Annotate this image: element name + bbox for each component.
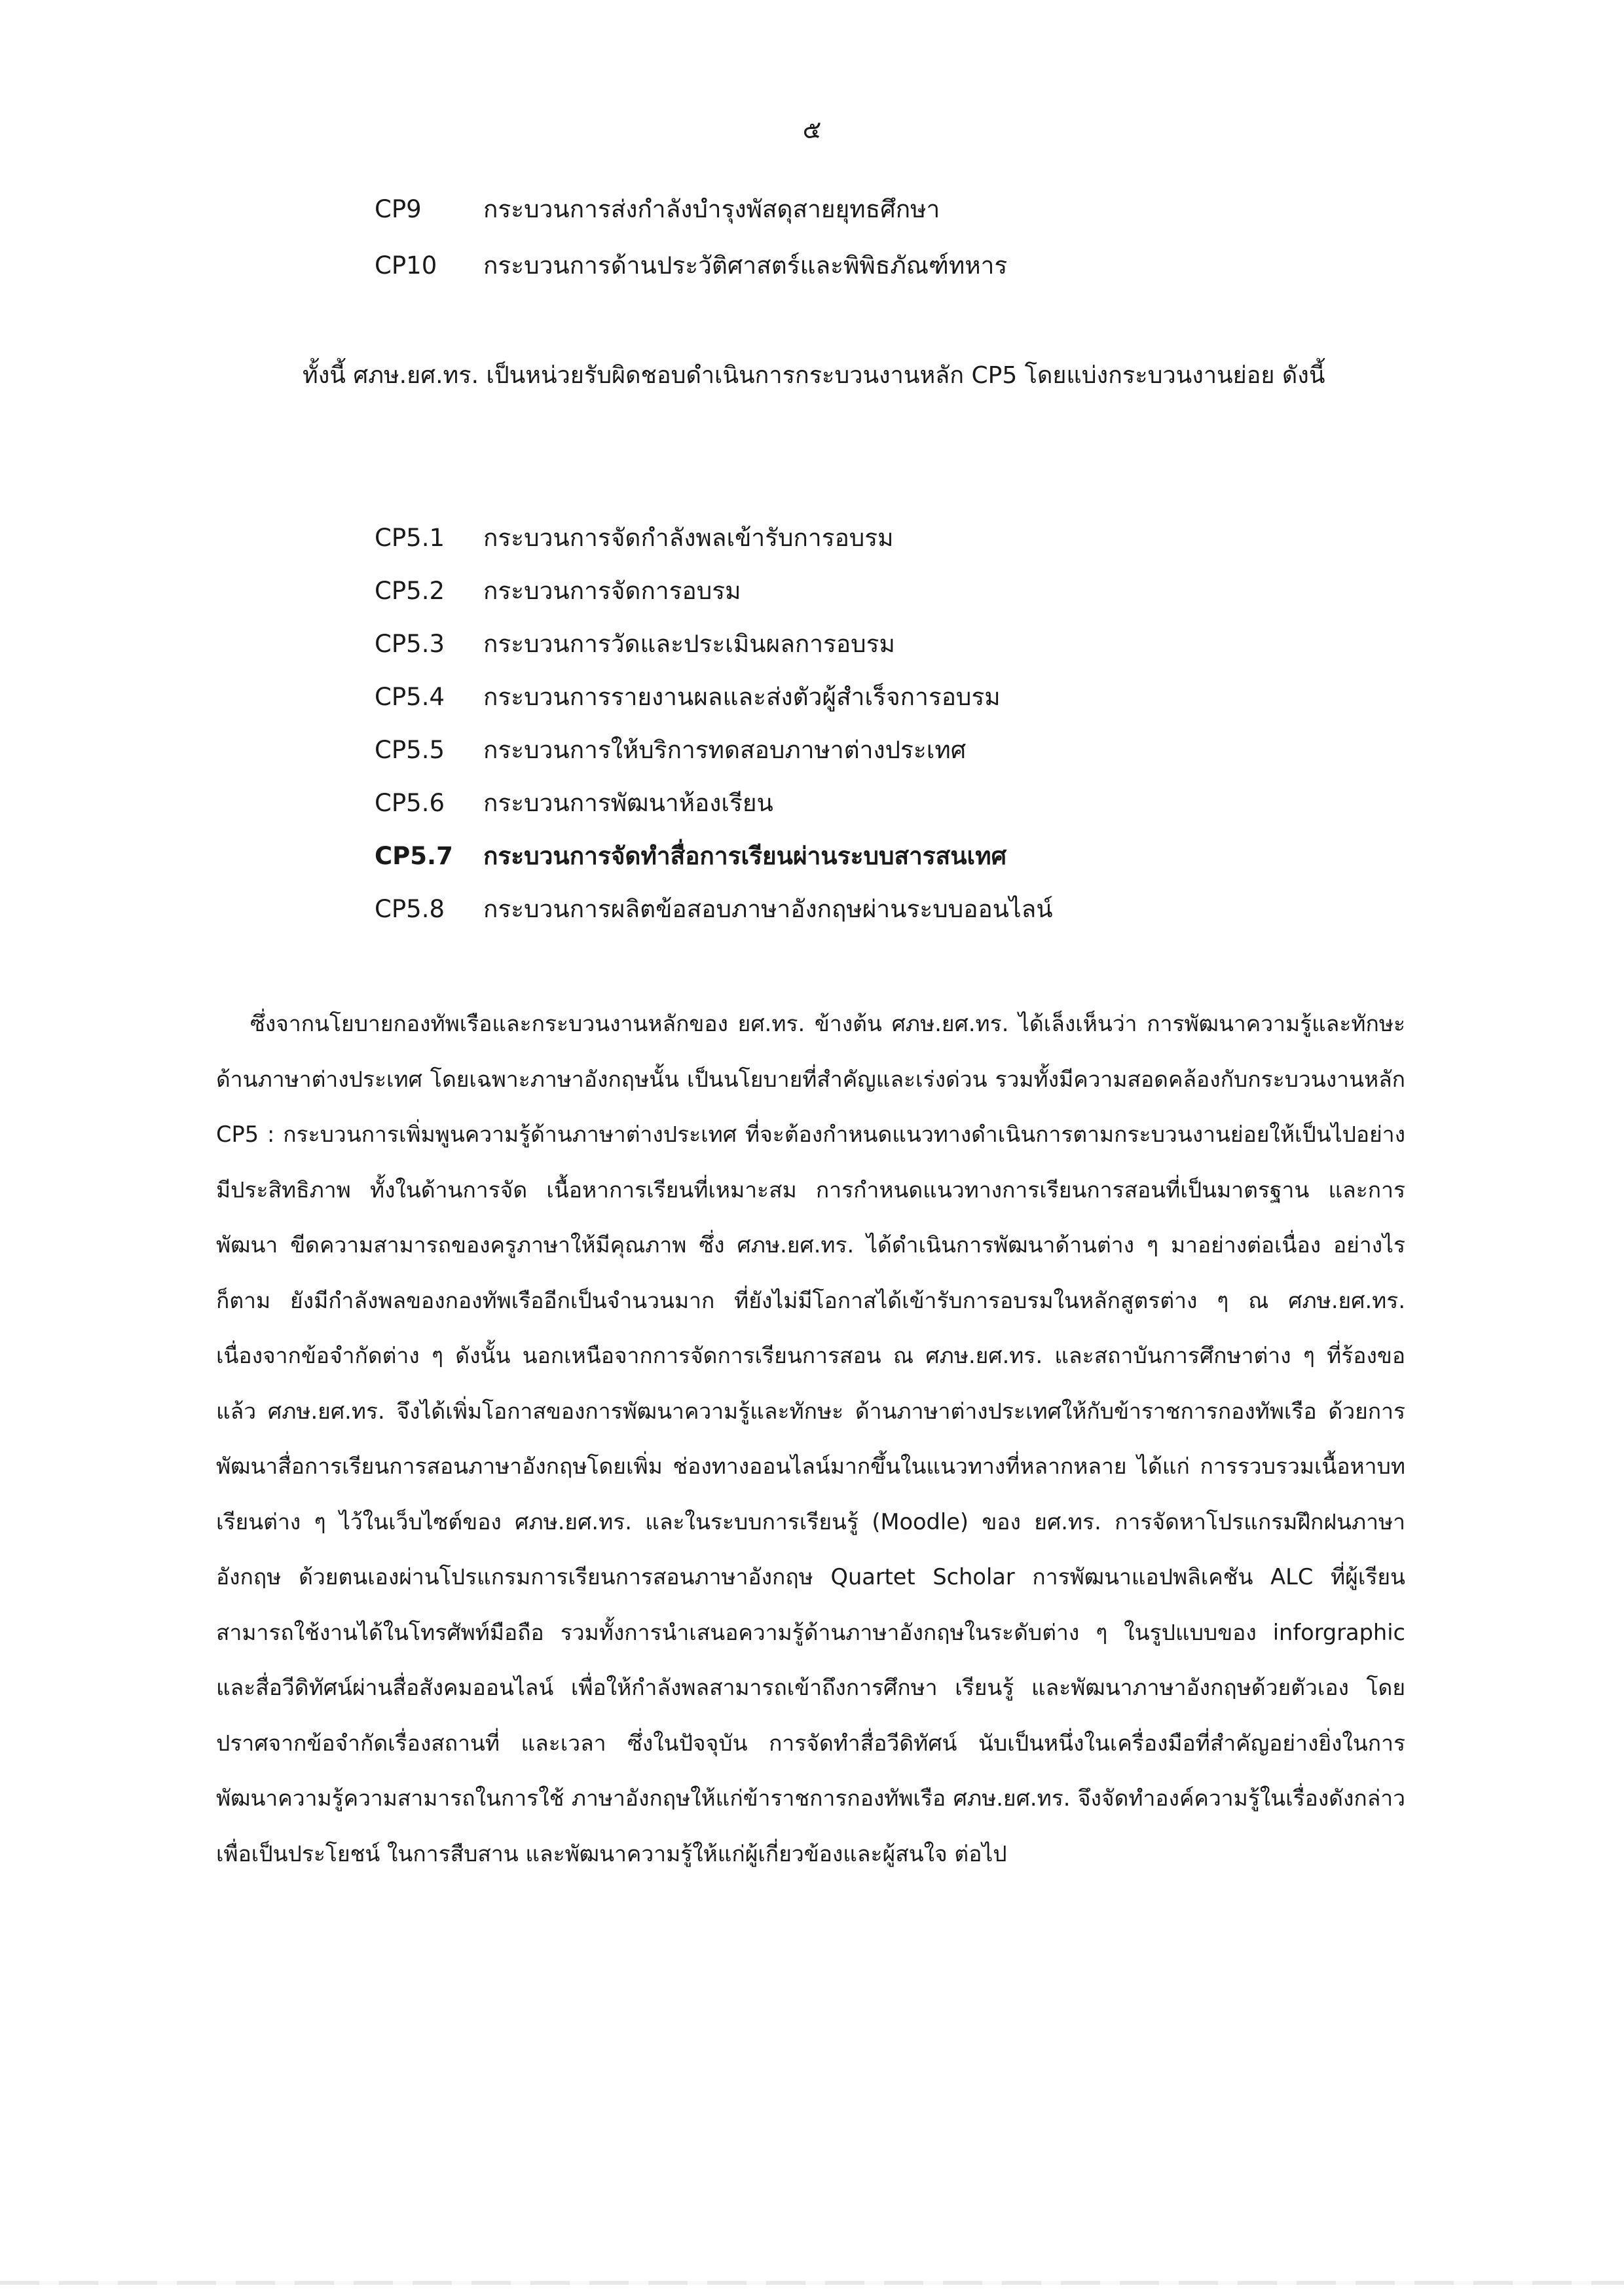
list-item-code: CP5.5	[375, 736, 445, 764]
list-item-text: กระบวนการให้บริการทดสอบภาษาต่างประเทศ	[483, 736, 967, 764]
list-item-text: กระบวนการพัฒนาห้องเรียน	[483, 789, 773, 817]
list-item-code: CP5.2	[375, 577, 445, 605]
list-item-code: CP5.4	[375, 683, 445, 711]
list-item-text: กระบวนการด้านประวัติศาสตร์และพิพิธภัณฑ์ทหาร	[483, 251, 1008, 280]
list-item-text: กระบวนการจัดกำลังพลเข้ารับการอบรม	[483, 524, 894, 552]
list-item-code: CP5.3	[375, 630, 445, 658]
list-item-cp5-7	[375, 830, 1006, 883]
page-number: ๕	[802, 115, 822, 144]
list-item-code: CP10	[375, 251, 437, 280]
list-item-cp5-5	[375, 724, 966, 776]
list-item-text: กระบวนการส่งกำลังบำรุงพัสดุสายยุทธศึกษา	[483, 195, 940, 223]
list-item-text: กระบวนการจัดทำสื่อการเรียนผ่านระบบสารสนเทศ	[483, 842, 1007, 870]
list-item-cp5-6	[375, 777, 773, 829]
list-item-code: CP5.8	[375, 895, 445, 923]
list-item-cp5-1	[375, 512, 894, 564]
list-item-cp5-8	[375, 883, 1053, 936]
list-item-code: CP5.7	[375, 842, 453, 870]
intro-paragraph: ทั้งนี้ ศภษ.ยศ.ทร. เป็นหน่วยรับผิดชอบดำเนินการกระบวนงานหลัก CP5 โดยแบ่งกระบวนงานย่อย ดังนี้	[303, 362, 1325, 389]
list-item-code: CP9	[375, 195, 422, 223]
body-paragraph: ซึ่งจากนโยบายกองทัพเรือและกระบวนงานหลักของ ยศ.ทร. ข้างต้น ศภษ.ยศ.ทร. ได้เล็งเห็นว่า การพัฒนาความรู้และทักษะด้านภาษาต่างประเทศ โดยเฉพาะภาษาอังกฤษนั้น เป็นนโยบายที่สำคัญและเร่งด่วน รวมทั้งมีความสอดคล้องกับกระบวนงานหลัก CP5 : กระบวนการเพิ่มพูนความรู้ด้านภาษาต่างประเทศ ที่จะต้องกำหนดแนวทางดำเนินการตามกระบวนงานย่อยให้เป็นไปอย่างมีประสิทธิภาพ ทั้งในด้านการจัด เนื้อหาการเรียนที่เหมาะสม การกำหนดแนวทางการเรียนการสอนที่เป็นมาตรฐาน และการพัฒนา ขีดความสามารถของครูภาษาให้มีคุณภาพ ซึ่ง ศภษ.ยศ.ทร. ได้ดำเนินการพัฒนาด้านต่าง ๆ มาอย่างต่อเนื่อง อย่างไรก็ตาม ยังมีกำลังพลของกองทัพเรืออีกเป็นจำนวนมาก ที่ยังไม่มีโอกาสได้เข้ารับการอบรมในหลักสูตรต่าง ๆ ณ ศภษ.ยศ.ทร. เนื่องจากข้อจำกัดต่าง ๆ ดังนั้น นอกเหนือจากการจัดการเรียนการสอน ณ ศภษ.ยศ.ทร. และสถาบันการศึกษาต่าง ๆ ที่ร้องขอแล้ว ศภษ.ยศ.ทร. จึงได้เพิ่มโอกาสของการพัฒนาความรู้และทักษะ ด้านภาษาต่างประเทศให้กับข้าราชการกองทัพเรือ ด้วยการพัฒนาสื่อการเรียนการสอนภาษาอังกฤษโดยเพิ่ม ช่องทางออนไลน์มากขึ้นในแนวทางที่หลากหลาย ได้แก่ การรวบรวมเนื้อหาบทเรียนต่าง ๆ ไว้ในเว็บไซต์ของ ศภษ.ยศ.ทร. และในระบบการเรียนรู้ (Moodle) ของ ยศ.ทร. การจัดหาโปรแกรมฝึกฝนภาษาอังกฤษ ด้วยตนเองผ่านโปรแกรมการเรียนการสอนภาษาอังกฤษ Quartet Scholar การพัฒนาแอปพลิเคชัน ALC ที่ผู้เรียนสามารถใช้งานได้ในโทรศัพท์มือถือ รวมทั้งการนำเสนอความรู้ด้านภาษาอังกฤษในระดับต่าง ๆ ในรูปแบบของ inforgraphic และสื่อวีดิทัศน์ผ่านสื่อสังคมออนไลน์ เพื่อให้กำลังพลสามารถเข้าถึงการศึกษา เรียนรู้ และพัฒนาภาษาอังกฤษด้วยตัวเอง โดยปราศจากข้อจำกัดเรื่องสถานที่ และเวลา ซึ่งในปัจจุบัน การจัดทำสื่อวีดิทัศน์ นับเป็นหนึ่งในเครื่องมือที่สำคัญอย่างยิ่งในการพัฒนาความรู้ความสามารถในการใช้ ภาษาอังกฤษให้แก่ข้าราชการกองทัพเรือ ศภษ.ยศ.ทร. จึงจัดทำองค์ความรู้ในเรื่องดังกล่าว เพื่อเป็นประโยชน์ ในการสืบสาน และพัฒนาความรู้ให้แก่ผู้เกี่ยวข้องและผู้สนใจ ต่อไป	[216, 1011, 1405, 1867]
list-item-cp9	[375, 183, 940, 236]
list-item-cp5-2	[375, 565, 741, 617]
list-item-text: กระบวนการผลิตข้อสอบภาษาอังกฤษผ่านระบบออนไลน์	[483, 895, 1053, 923]
list-item-text: กระบวนการวัดและประเมินผลการอบรม	[483, 630, 895, 658]
scan-edge-divider	[0, 2281, 1624, 2285]
list-item-text: กระบวนการรายงานผลและส่งตัวผู้สำเร็จการอบรม	[483, 683, 1001, 711]
list-item-code: CP5.6	[375, 789, 445, 817]
list-item-text: กระบวนการจัดการอบรม	[483, 577, 741, 605]
list-item-code: CP5.1	[375, 524, 445, 552]
list-item-cp5-4	[375, 671, 1001, 723]
list-item-cp5-3	[375, 618, 895, 670]
list-item-cp10	[375, 240, 1007, 292]
